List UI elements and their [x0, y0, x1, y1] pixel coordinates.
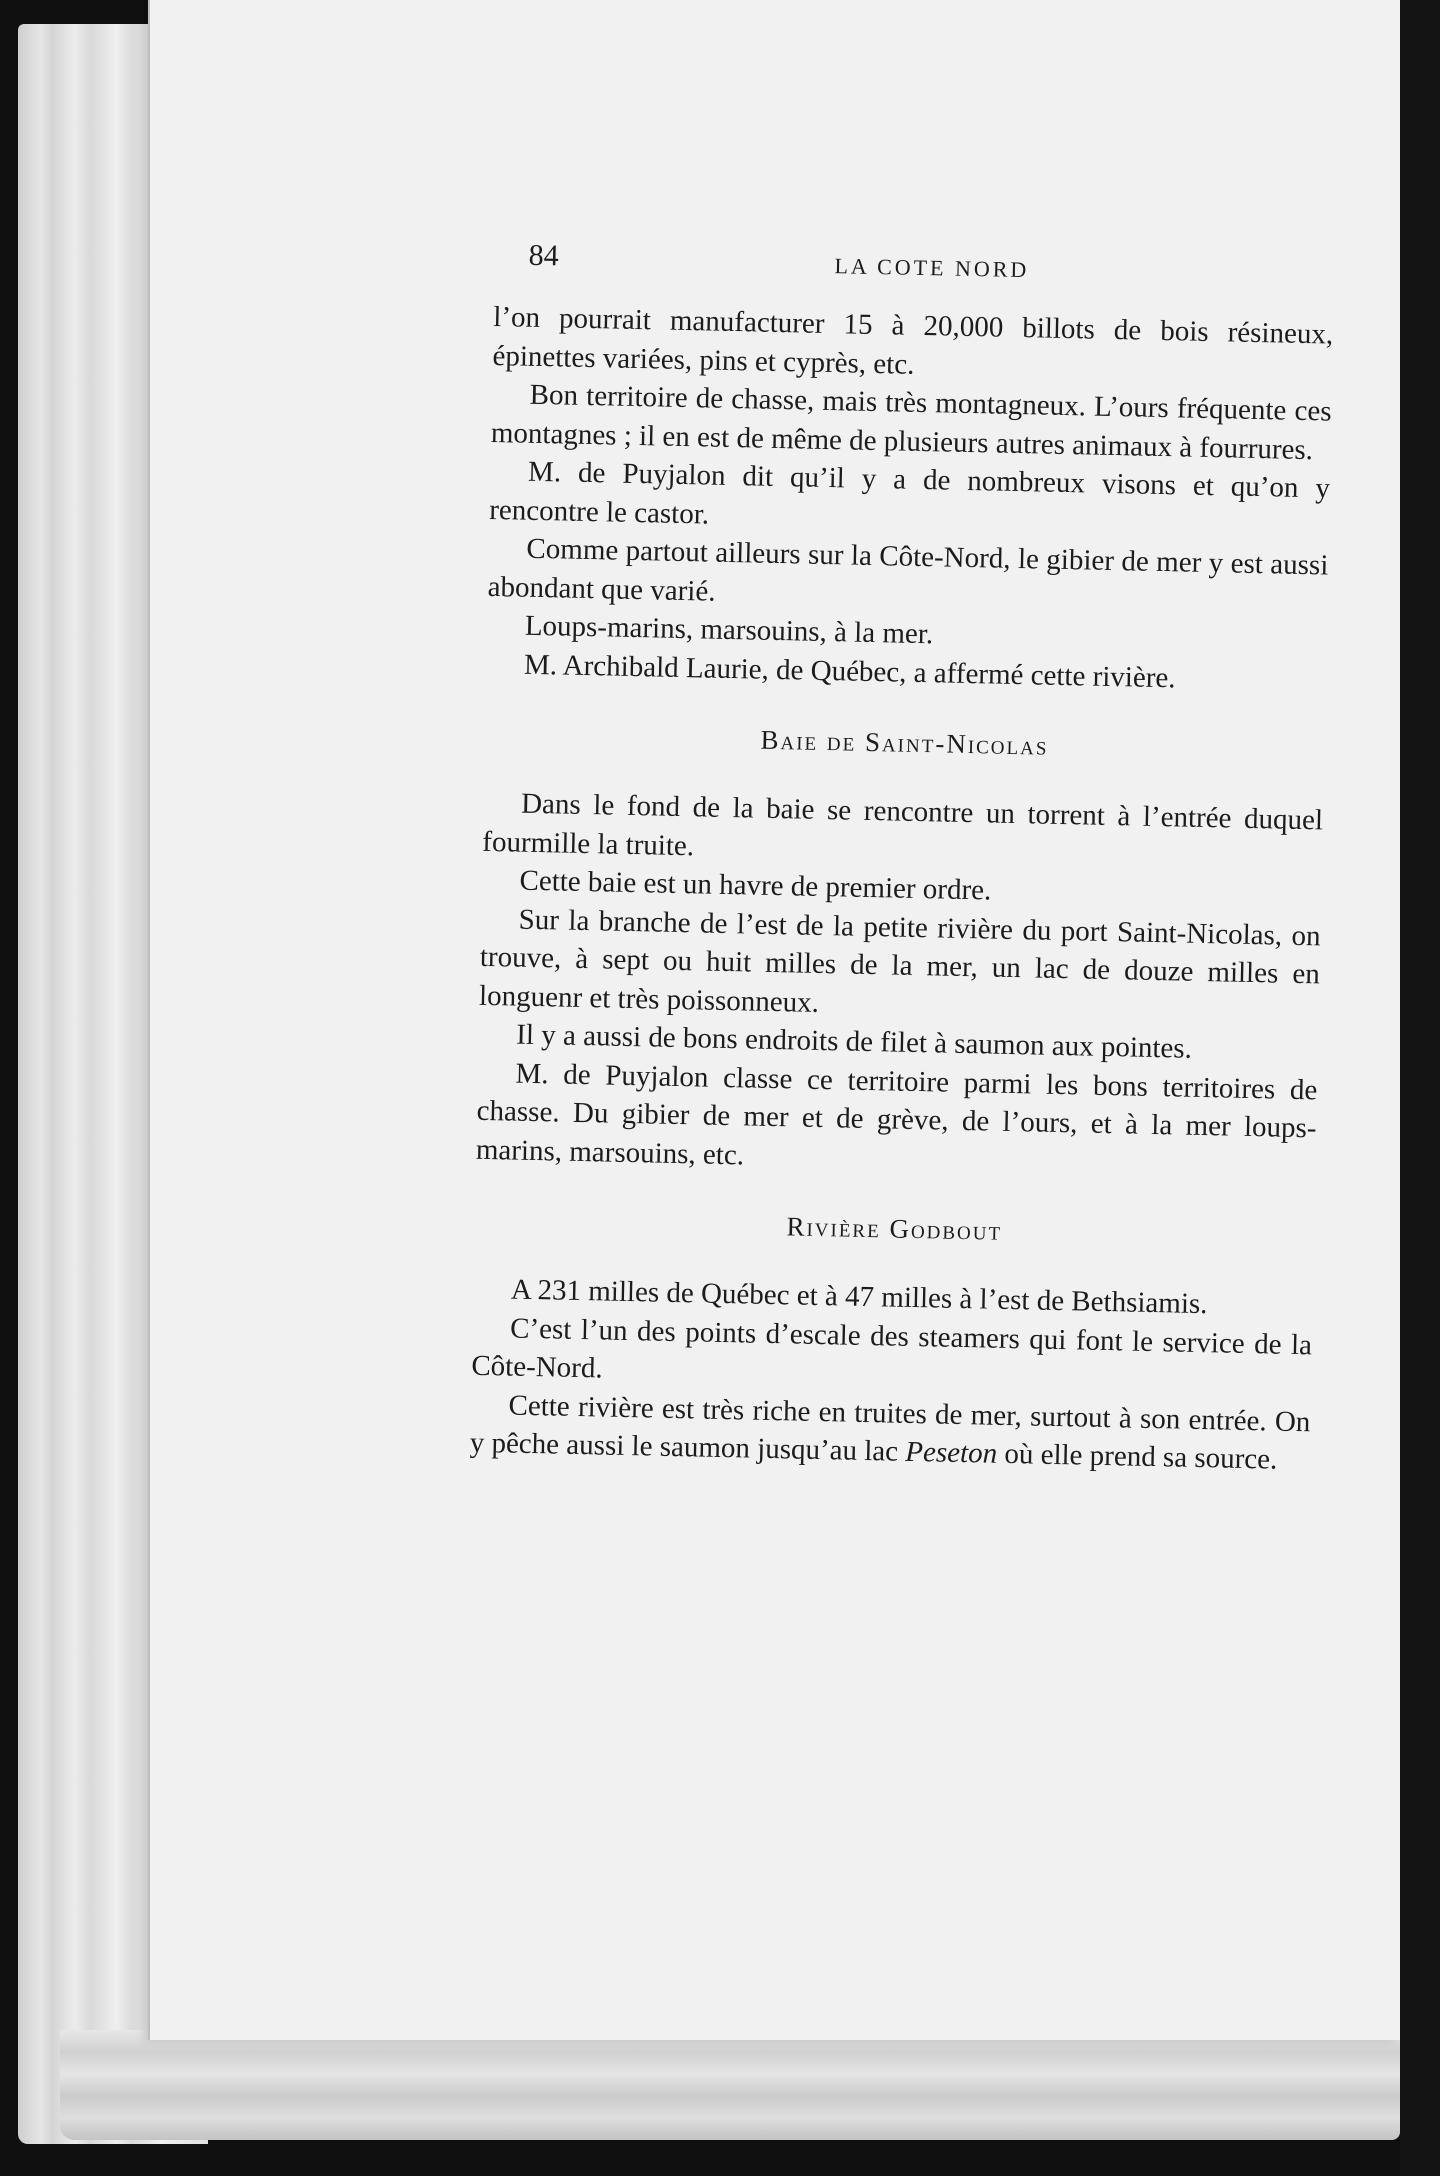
page-text-block: [469, 238, 1334, 1480]
paragraph: Bon territoire de chasse, mais très montagneux. L’ours fréquente ces montagnes ; il en est de même de plusieurs autres animaux à fourrures.: [490, 378, 1332, 466]
paragraph: Comme partout ailleurs sur la Côte-Nord, le gibier de mer y est aussi abondant que varié.: [487, 532, 1329, 608]
paragraph: A 231 milles de Québec et à 47 milles à l’est de Bethsiamis.: [510, 1273, 1208, 1321]
paragraph-text: où elle prend sa source.: [1004, 1437, 1278, 1476]
page-edges-bottom: [60, 2030, 1400, 2140]
section-heading-godbout: Rivière Godbout: [786, 1211, 1003, 1246]
paragraph: Il y a aussi de bons endroits de filet à saumon aux pointes.: [515, 1018, 1193, 1065]
running-title: LA COTE NORD: [834, 253, 1030, 283]
paragraph: l’on pourrait manufacturer 15 à 20,000 billots de bois résineux, épinettes variées, pins et cyprès, etc.: [492, 300, 1334, 381]
paragraph: M. de Puyjalon classe ce territoire parmi les bons territoires de chasse. Du gibier de mer et de grève, de l’ours, et à la mer loups-marins, marsouins, etc.: [475, 1057, 1318, 1171]
scan-background-right: [1400, 0, 1440, 2176]
section-heading-saint-nicolas: Baie de Saint-Nicolas: [760, 724, 1049, 761]
page-number: 84: [528, 238, 559, 273]
paragraph: C’est l’un des points d’escale des steamers qui font le service de la Côte-Nord.: [471, 1312, 1313, 1385]
paragraph: Sur la branche de l’est de la petite rivière du port Saint-Nicolas, on trouve, à sept ou huit milles de la mer, un lac de douze milles en longuenr et très poissonneux.: [478, 903, 1321, 1019]
paragraph: Cette baie est un havre de premier ordre.: [519, 864, 992, 907]
paragraph: Dans le fond de la baie se rencontre un torrent à l’entrée duquel fourmille la truite.: [482, 787, 1324, 862]
paragraph: M. de Puyjalon dit qu’il y a de nombreux visons et qu’on y rencontre le castor.: [488, 455, 1331, 531]
paragraph-text: Cette rivière est très riche en truites de mer, surtout à son entrée. On y pêche aussi le saumon jusqu’au lac: [469, 1389, 1311, 1468]
paragraph: M. Archibald Laurie, de Québec, a affermé cette rivière.: [523, 648, 1176, 694]
paragraph: Loups-marins, marsouins, à la mer.: [524, 609, 934, 651]
italic-lake-name: Peseton: [905, 1435, 998, 1470]
